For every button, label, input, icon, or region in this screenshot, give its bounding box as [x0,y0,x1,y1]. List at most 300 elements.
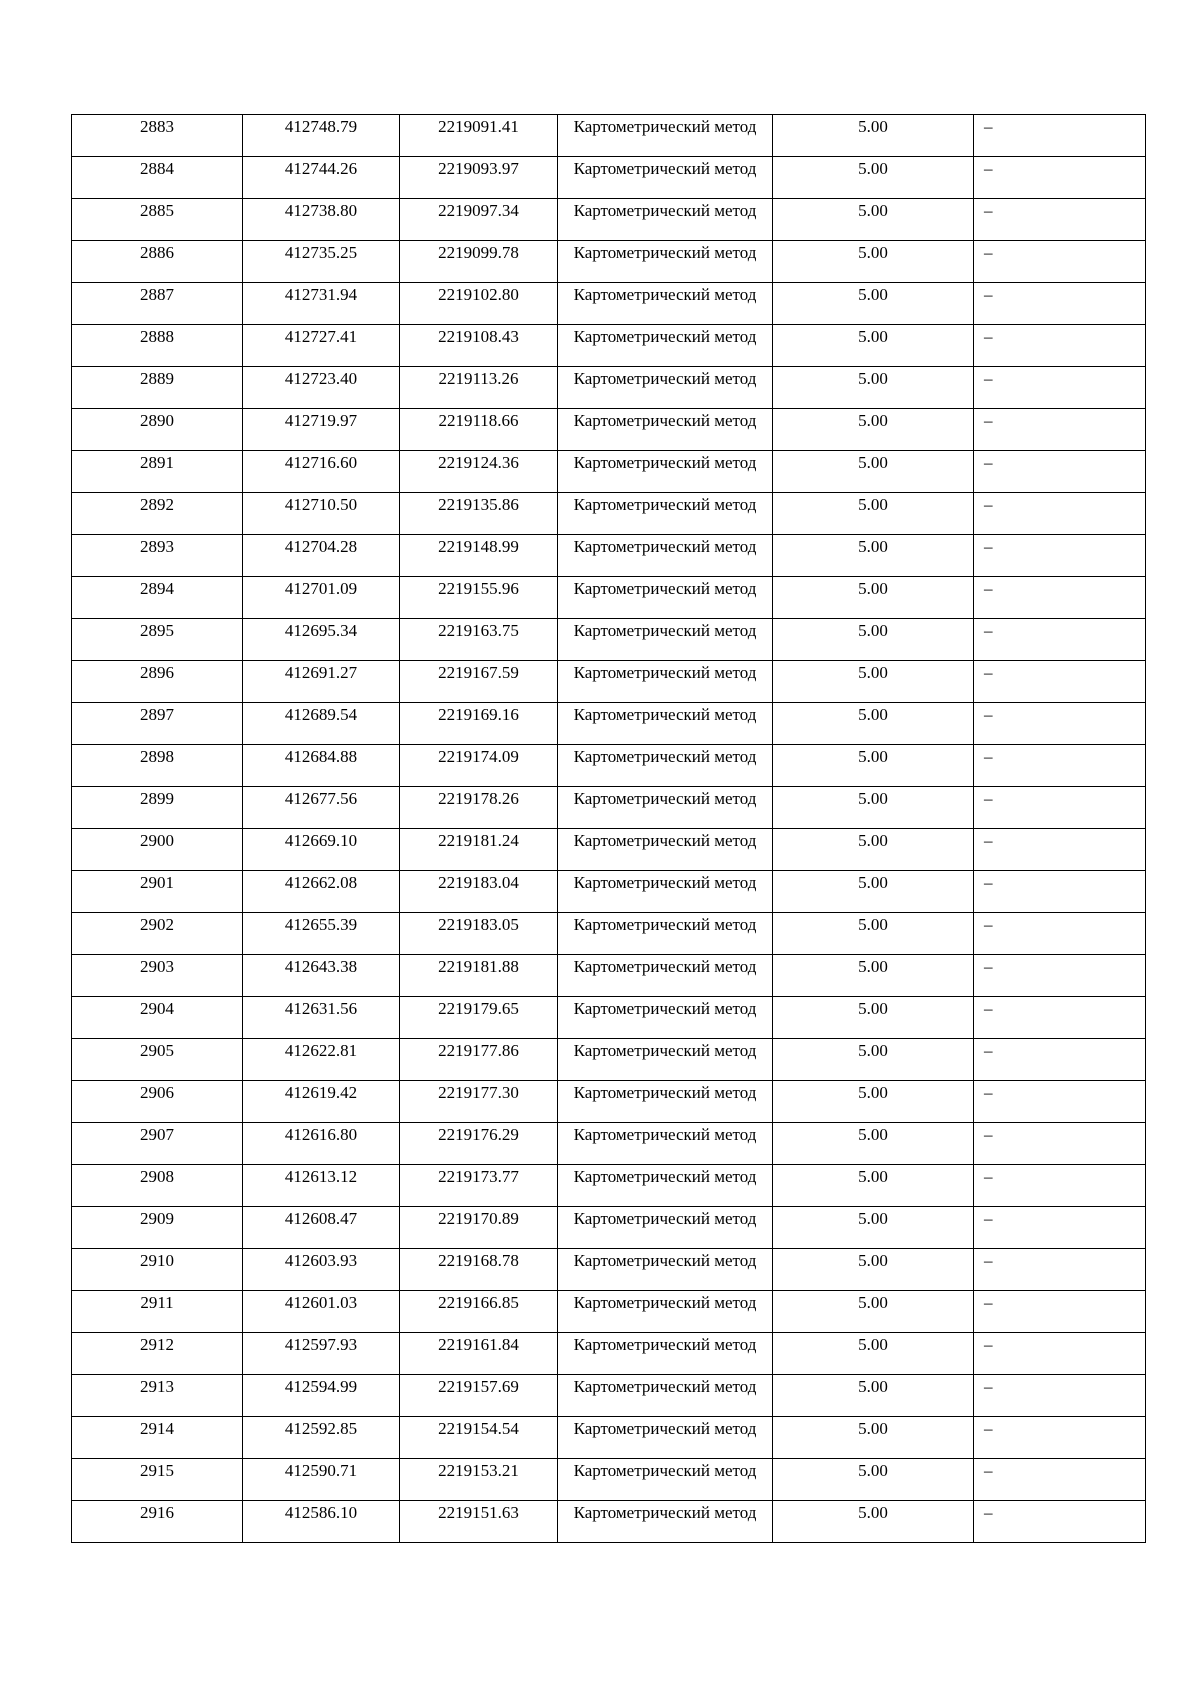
note-cell [974,1123,1146,1165]
note-value: – [984,663,993,682]
note-value: – [984,957,993,976]
accuracy-cell [773,1417,974,1459]
method-value: Картометрический метод [573,369,757,388]
point-number-value: 2885 [140,201,174,220]
y-coordinate-value: 2219181.24 [438,831,519,850]
y-coordinate-value: 2219179.65 [438,999,519,1018]
method-cell [558,493,773,535]
accuracy-value: 5.00 [858,201,888,220]
method-cell [558,199,773,241]
point-number-value: 2892 [140,495,174,514]
note-cell [974,619,1146,661]
method-value: Картометрический метод [573,579,757,598]
table-row [72,115,1146,157]
x-coordinate-cell [243,1375,400,1417]
accuracy-cell [773,661,974,703]
y-coordinate-value: 2219113.26 [438,369,519,388]
note-value: – [984,243,993,262]
y-coordinate-cell [400,199,558,241]
note-cell [974,829,1146,871]
note-cell [974,1375,1146,1417]
note-value: – [984,1293,993,1312]
accuracy-cell [773,199,974,241]
accuracy-value: 5.00 [858,243,888,262]
accuracy-value: 5.00 [858,621,888,640]
y-coordinate-cell [400,1291,558,1333]
table-row [72,1459,1146,1501]
point-number-cell [72,199,243,241]
y-coordinate-cell [400,1249,558,1291]
note-cell [974,157,1146,199]
method-value: Картометрический метод [573,537,757,556]
note-cell [974,199,1146,241]
note-cell [974,1165,1146,1207]
note-value: – [984,327,993,346]
y-coordinate-value: 2219108.43 [438,327,519,346]
note-cell [974,493,1146,535]
note-cell [974,1249,1146,1291]
method-cell [558,829,773,871]
table-row [72,1375,1146,1417]
x-coordinate-cell [243,1459,400,1501]
x-coordinate-cell [243,451,400,493]
x-coordinate-cell [243,493,400,535]
table-row [72,1123,1146,1165]
x-coordinate-cell [243,787,400,829]
note-value: – [984,1125,993,1144]
x-coordinate-value: 412691.27 [284,663,358,682]
point-number-cell [72,409,243,451]
coordinates-table-body [72,115,1146,1543]
point-number-cell [72,367,243,409]
method-value: Картометрический метод [573,1083,757,1102]
point-number-cell [72,241,243,283]
note-cell [974,1333,1146,1375]
note-value: – [984,1419,993,1438]
table-row [72,577,1146,619]
y-coordinate-cell [400,1375,558,1417]
y-coordinate-cell [400,1039,558,1081]
point-number-cell [72,787,243,829]
table-row [72,283,1146,325]
x-coordinate-value: 412622.81 [284,1041,358,1060]
accuracy-value: 5.00 [858,873,888,892]
method-value: Картометрический метод [573,1209,757,1228]
y-coordinate-value: 2219173.77 [438,1167,519,1186]
table-row [72,1501,1146,1543]
note-cell [974,955,1146,997]
note-cell [974,787,1146,829]
method-cell [558,1333,773,1375]
x-coordinate-cell [243,913,400,955]
method-value: Картометрический метод [573,915,757,934]
accuracy-value: 5.00 [858,579,888,598]
accuracy-cell [773,1039,974,1081]
note-value: – [984,831,993,850]
x-coordinate-value: 412603.93 [284,1251,358,1270]
point-number-value: 2889 [140,369,174,388]
x-coordinate-value: 412662.08 [284,873,358,892]
accuracy-cell [773,955,974,997]
point-number-value: 2886 [140,243,174,262]
method-value: Картометрический метод [573,495,757,514]
point-number-value: 2890 [140,411,174,430]
x-coordinate-value: 412601.03 [284,1293,358,1312]
point-number-value: 2896 [140,663,174,682]
accuracy-value: 5.00 [858,117,888,136]
note-value: – [984,915,993,934]
x-coordinate-cell [243,199,400,241]
method-cell [558,577,773,619]
method-cell [558,1501,773,1543]
table-row [72,1039,1146,1081]
point-number-cell [72,1459,243,1501]
accuracy-cell [773,997,974,1039]
y-coordinate-value: 2219177.30 [438,1083,519,1102]
note-cell [974,745,1146,787]
table-row [72,787,1146,829]
x-coordinate-value: 412731.94 [284,285,358,304]
point-number-cell [72,493,243,535]
method-cell [558,241,773,283]
x-coordinate-value: 412719.97 [284,411,358,430]
point-number-cell [72,871,243,913]
y-coordinate-cell [400,493,558,535]
x-coordinate-cell [243,1417,400,1459]
table-row [72,241,1146,283]
method-value: Картометрический метод [573,1125,757,1144]
method-cell [558,955,773,997]
accuracy-value: 5.00 [858,1335,888,1354]
x-coordinate-value: 412689.54 [284,705,358,724]
point-number-value: 2906 [140,1083,174,1102]
method-cell [558,913,773,955]
method-value: Картометрический метод [573,789,757,808]
method-value: Картометрический метод [573,957,757,976]
x-coordinate-value: 412735.25 [284,243,358,262]
method-cell [558,619,773,661]
accuracy-value: 5.00 [858,957,888,976]
method-cell [558,283,773,325]
method-cell [558,997,773,1039]
note-cell [974,451,1146,493]
note-value: – [984,579,993,598]
y-coordinate-cell [400,1333,558,1375]
y-coordinate-cell [400,787,558,829]
method-value: Картометрический метод [573,1461,757,1480]
method-cell [558,451,773,493]
y-coordinate-cell [400,1165,558,1207]
x-coordinate-value: 412684.88 [284,747,358,766]
method-cell [558,745,773,787]
x-coordinate-cell [243,325,400,367]
y-coordinate-value: 2219168.78 [438,1251,519,1270]
accuracy-cell [773,1123,974,1165]
method-cell [558,871,773,913]
point-number-cell [72,703,243,745]
x-coordinate-cell [243,1501,400,1543]
accuracy-value: 5.00 [858,369,888,388]
x-coordinate-cell [243,1291,400,1333]
accuracy-value: 5.00 [858,1251,888,1270]
accuracy-value: 5.00 [858,495,888,514]
note-cell [974,283,1146,325]
x-coordinate-value: 412710.50 [284,495,358,514]
x-coordinate-cell [243,619,400,661]
y-coordinate-value: 2219167.59 [438,663,519,682]
x-coordinate-value: 412738.80 [284,201,358,220]
note-value: – [984,117,993,136]
x-coordinate-value: 412695.34 [284,621,358,640]
x-coordinate-value: 412643.38 [284,957,358,976]
y-coordinate-cell [400,409,558,451]
y-coordinate-cell [400,871,558,913]
note-value: – [984,453,993,472]
x-coordinate-value: 412619.42 [284,1083,358,1102]
accuracy-value: 5.00 [858,1167,888,1186]
accuracy-cell [773,577,974,619]
y-coordinate-cell [400,619,558,661]
note-value: – [984,621,993,640]
method-value: Картометрический метод [573,1251,757,1270]
accuracy-value: 5.00 [858,747,888,766]
point-number-cell [72,577,243,619]
note-value: – [984,1083,993,1102]
accuracy-value: 5.00 [858,705,888,724]
accuracy-value: 5.00 [858,1125,888,1144]
table-row [72,871,1146,913]
point-number-value: 2914 [140,1419,174,1438]
note-cell [974,1081,1146,1123]
accuracy-cell [773,871,974,913]
method-cell [558,1459,773,1501]
point-number-cell [72,619,243,661]
note-value: – [984,1209,993,1228]
x-coordinate-cell [243,1165,400,1207]
point-number-cell [72,325,243,367]
point-number-value: 2898 [140,747,174,766]
accuracy-value: 5.00 [858,411,888,430]
table-row [72,619,1146,661]
note-cell [974,367,1146,409]
y-coordinate-cell [400,1081,558,1123]
accuracy-cell [773,829,974,871]
accuracy-value: 5.00 [858,789,888,808]
method-cell [558,325,773,367]
point-number-value: 2893 [140,537,174,556]
note-value: – [984,999,993,1018]
accuracy-value: 5.00 [858,831,888,850]
method-cell [558,367,773,409]
method-value: Картометрический метод [573,327,757,346]
point-number-value: 2905 [140,1041,174,1060]
table-row [72,409,1146,451]
x-coordinate-value: 412608.47 [284,1209,358,1228]
accuracy-value: 5.00 [858,1209,888,1228]
accuracy-cell [773,535,974,577]
method-value: Картометрический метод [573,1503,757,1522]
accuracy-cell [773,1291,974,1333]
point-number-value: 2897 [140,705,174,724]
accuracy-cell [773,1459,974,1501]
accuracy-cell [773,787,974,829]
method-value: Картометрический метод [573,705,757,724]
point-number-value: 2911 [140,1293,174,1312]
accuracy-cell [773,1501,974,1543]
accuracy-cell [773,115,974,157]
y-coordinate-value: 2219169.16 [438,705,519,724]
table-row [72,955,1146,997]
method-cell [558,1123,773,1165]
y-coordinate-value: 2219161.84 [438,1335,519,1354]
x-coordinate-cell [243,661,400,703]
note-value: – [984,705,993,724]
y-coordinate-value: 2219166.85 [438,1293,519,1312]
point-number-cell [72,745,243,787]
note-value: – [984,1167,993,1186]
point-number-cell [72,115,243,157]
method-cell [558,1375,773,1417]
y-coordinate-value: 2219135.86 [438,495,519,514]
table-row [72,535,1146,577]
y-coordinate-cell [400,913,558,955]
accuracy-cell [773,1333,974,1375]
point-number-cell [72,1291,243,1333]
x-coordinate-value: 412727.41 [284,327,358,346]
table-row [72,1207,1146,1249]
x-coordinate-cell [243,409,400,451]
table-row [72,451,1146,493]
method-value: Картометрический метод [573,747,757,766]
point-number-value: 2884 [140,159,174,178]
accuracy-value: 5.00 [858,159,888,178]
point-number-cell [72,913,243,955]
y-coordinate-cell [400,955,558,997]
y-coordinate-cell [400,703,558,745]
note-value: – [984,1461,993,1480]
y-coordinate-cell [400,451,558,493]
y-coordinate-cell [400,325,558,367]
method-cell [558,1249,773,1291]
y-coordinate-value: 2219154.54 [438,1419,519,1438]
note-value: – [984,1377,993,1396]
method-value: Картометрический метод [573,285,757,304]
accuracy-cell [773,157,974,199]
y-coordinate-cell [400,157,558,199]
y-coordinate-cell [400,283,558,325]
accuracy-value: 5.00 [858,1419,888,1438]
note-value: – [984,1041,993,1060]
y-coordinate-value: 2219163.75 [438,621,519,640]
method-value: Картометрический метод [573,1293,757,1312]
x-coordinate-value: 412631.56 [284,999,358,1018]
accuracy-value: 5.00 [858,285,888,304]
point-number-cell [72,1123,243,1165]
note-value: – [984,873,993,892]
table-row [72,997,1146,1039]
table-row [72,1333,1146,1375]
point-number-cell [72,955,243,997]
x-coordinate-value: 412594.99 [284,1377,358,1396]
y-coordinate-value: 2219183.04 [438,873,519,892]
table-row [72,1249,1146,1291]
accuracy-value: 5.00 [858,453,888,472]
y-coordinate-cell [400,1207,558,1249]
x-coordinate-cell [243,997,400,1039]
method-value: Картометрический метод [573,1167,757,1186]
x-coordinate-value: 412592.85 [284,1419,358,1438]
y-coordinate-value: 2219148.99 [438,537,519,556]
y-coordinate-cell [400,1123,558,1165]
point-number-value: 2904 [140,999,174,1018]
note-value: – [984,495,993,514]
method-value: Картометрический метод [573,159,757,178]
y-coordinate-cell [400,997,558,1039]
y-coordinate-value: 2219151.63 [438,1503,519,1522]
point-number-value: 2894 [140,579,174,598]
note-value: – [984,1251,993,1270]
method-value: Картометрический метод [573,453,757,472]
note-cell [974,997,1146,1039]
x-coordinate-cell [243,241,400,283]
accuracy-value: 5.00 [858,1461,888,1480]
table-row [72,199,1146,241]
note-cell [974,913,1146,955]
note-value: – [984,201,993,220]
y-coordinate-value: 2219091.41 [438,117,519,136]
method-value: Картометрический метод [573,999,757,1018]
method-value: Картометрический метод [573,1335,757,1354]
x-coordinate-cell [243,283,400,325]
method-cell [558,409,773,451]
y-coordinate-value: 2219124.36 [438,453,519,472]
method-cell [558,1291,773,1333]
x-coordinate-value: 412669.10 [284,831,358,850]
point-number-value: 2910 [140,1251,174,1270]
method-cell [558,1165,773,1207]
point-number-value: 2883 [140,117,174,136]
y-coordinate-value: 2219177.86 [438,1041,519,1060]
point-number-value: 2888 [140,327,174,346]
y-coordinate-value: 2219178.26 [438,789,519,808]
point-number-cell [72,1207,243,1249]
x-coordinate-cell [243,745,400,787]
point-number-value: 2916 [140,1503,174,1522]
y-coordinate-value: 2219093.97 [438,159,519,178]
point-number-value: 2900 [140,831,174,850]
x-coordinate-value: 412701.09 [284,579,358,598]
method-cell [558,1081,773,1123]
y-coordinate-value: 2219102.80 [438,285,519,304]
x-coordinate-cell [243,1333,400,1375]
accuracy-cell [773,1081,974,1123]
x-coordinate-value: 412677.56 [284,789,358,808]
method-value: Картометрический метод [573,1377,757,1396]
x-coordinate-cell [243,367,400,409]
point-number-value: 2915 [140,1461,174,1480]
table-row [72,325,1146,367]
method-value: Картометрический метод [573,201,757,220]
point-number-cell [72,997,243,1039]
table-row [72,913,1146,955]
table-row [72,1081,1146,1123]
note-cell [974,325,1146,367]
point-number-value: 2891 [140,453,174,472]
y-coordinate-value: 2219118.66 [438,411,519,430]
table-row [72,493,1146,535]
x-coordinate-value: 412744.26 [284,159,358,178]
accuracy-value: 5.00 [858,1293,888,1312]
